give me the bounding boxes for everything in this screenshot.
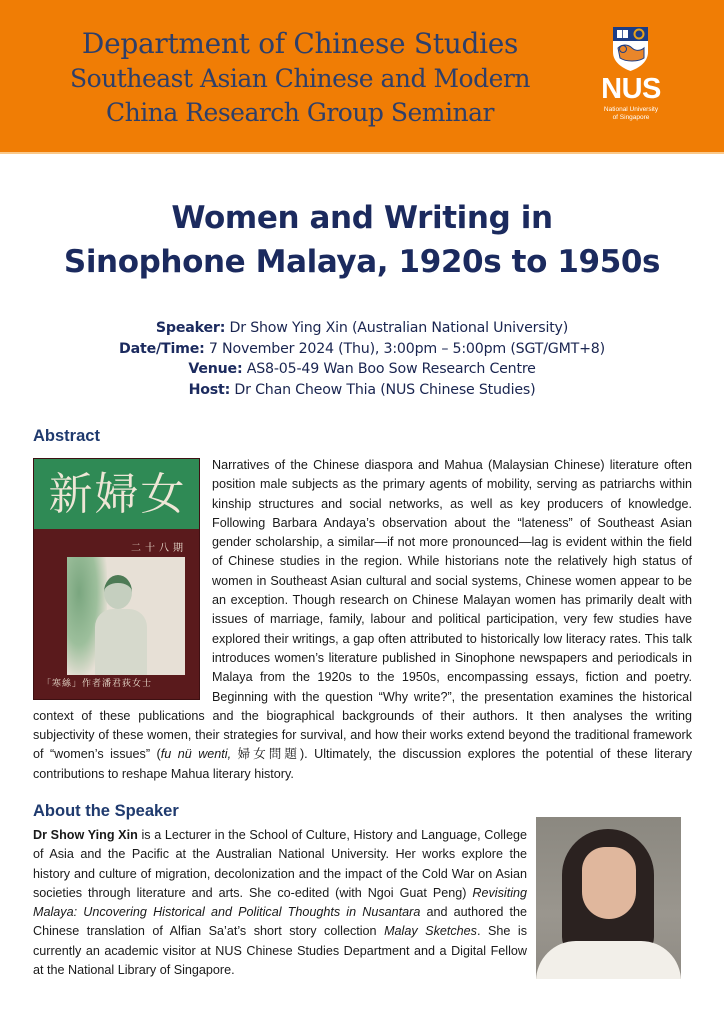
speaker-value: Dr Show Ying Xin (Australian National University) bbox=[225, 320, 569, 336]
seminar-title-line1: Women and Writing in bbox=[171, 200, 553, 236]
nus-subtitle-line2: of Singapore bbox=[612, 114, 650, 121]
host-label: Host: bbox=[188, 381, 231, 398]
abstract-text-end: ). Ultimately, the discussion explores the potential of these literary contributions to reshape Mahua literary history. bbox=[33, 747, 692, 781]
speaker-bio-part2: and authored the Chinese translation of Alfian Sa’at’s short story collection bbox=[33, 905, 528, 939]
speaker-bio-part3: . She is currently an academic visitor at NUS Chinese Studies Department and a Digital Fellow at the National Library of Singapore. bbox=[33, 924, 527, 978]
book-title-2: Malay Sketches bbox=[384, 924, 477, 939]
host-value: Dr Chan Cheow Thia (NUS Chinese Studies) bbox=[230, 381, 536, 398]
book-title-1: Revisiting Malaya: Uncovering Historical and Political Thoughts in Nusantara bbox=[33, 885, 527, 920]
nus-logo bbox=[596, 26, 666, 138]
abstract-text: Narratives of the Chinese diaspora and Mahua (Malaysian Chinese) literature often position male subjects as the primary agents of mobility, serving as patriarchs within kinship structures and social networks, as well as key producers of knowledge. Following Barbara Andaya’s observation about the “lateness” of Southeast Asian gender scholarship, a similar—if not more pronounced—lag is evident within the field of Chinese studies in the region. While historians note the relatively high status of women in Southeast Asian cultural and social systems, Chinese women appear to be an exception. Though research on Chinese Malayan women has primarily dealt with issues of marriage, family, labour and political participation, very few studies have explored their writings, a gap often attributed to historically low literacy rates. This talk introduces women’s literature published in Sinophone newspapers and periodicals in Malaya from the 1920s to the 1950s, encompassing essays, fiction and poetry. Beginning with the question “Why write?”, the presentation examines the historical context of these publications and the biographical backgrounds of their authors. It then analyses the writing subjectivity of these women, their strategies for survival, and how their works extend beyond the traditional framework of “women’s issues” ( bbox=[33, 458, 692, 762]
speaker-portrait bbox=[536, 817, 681, 979]
cover-issue-number: 二十八期 bbox=[131, 543, 187, 554]
speaker-bio-part1: is a Lecturer in the School of Culture, History and Language, College of Asia and the Pacific at the Australian National University. Her works explore the history and culture of migration, decolonization and the impact of the Cold War on Asian societies through literature and arts. She co-edited (with Ngoi Guat Peng) bbox=[33, 828, 527, 900]
magazine-cover-image bbox=[33, 458, 200, 700]
seminar-title bbox=[0, 196, 724, 284]
venue-line bbox=[0, 359, 724, 380]
header-banner bbox=[0, 0, 724, 154]
cover-photo bbox=[67, 557, 185, 675]
event-details bbox=[0, 318, 724, 400]
datetime-label: Date/Time: bbox=[119, 340, 205, 357]
speaker-name: Dr Show Ying Xin bbox=[33, 828, 138, 842]
cover-photo-head bbox=[104, 575, 132, 609]
datetime-line bbox=[0, 339, 724, 360]
speaker-heading: About the Speaker bbox=[33, 802, 179, 820]
cover-caption: 「寒絲」作者潘君荻女士 bbox=[42, 677, 153, 688]
nus-wordmark: NUS bbox=[601, 73, 661, 105]
department-name: Department of Chinese Studies bbox=[81, 27, 519, 60]
speaker-label: Speaker: bbox=[155, 320, 226, 336]
nus-subtitle-line1: National University bbox=[603, 106, 659, 113]
cover-photo-figure bbox=[95, 609, 147, 675]
venue-value: AS8-05-49 Wan Boo Sow Research Centre bbox=[242, 361, 536, 377]
nus-crest-icon bbox=[612, 26, 649, 72]
seminar-title-line2: Sinophone Malaya, 1920s to 1950s bbox=[63, 244, 661, 280]
abstract-body bbox=[33, 456, 692, 784]
header-titles bbox=[40, 26, 560, 130]
research-group-line2: China Research Group Seminar bbox=[106, 98, 494, 127]
speaker-line bbox=[0, 318, 724, 339]
portrait-shirt bbox=[536, 941, 681, 979]
nus-subtitle bbox=[596, 106, 666, 122]
datetime-value: 7 November 2024 (Thu), 3:00pm – 5:00pm (SGT/GMT+8) bbox=[204, 340, 605, 357]
portrait-face bbox=[582, 847, 636, 919]
abstract-heading: Abstract bbox=[33, 427, 100, 445]
venue-label: Venue: bbox=[188, 361, 243, 377]
abstract-italic-term: fu nü wenti, bbox=[160, 747, 232, 762]
host-line bbox=[0, 380, 724, 401]
speaker-bio bbox=[33, 826, 527, 980]
cover-masthead: 新婦女 bbox=[48, 469, 187, 520]
research-group-line1: Southeast Asian Chinese and Modern bbox=[70, 64, 530, 93]
abstract-chinese-term: 婦女問題 bbox=[231, 747, 300, 762]
